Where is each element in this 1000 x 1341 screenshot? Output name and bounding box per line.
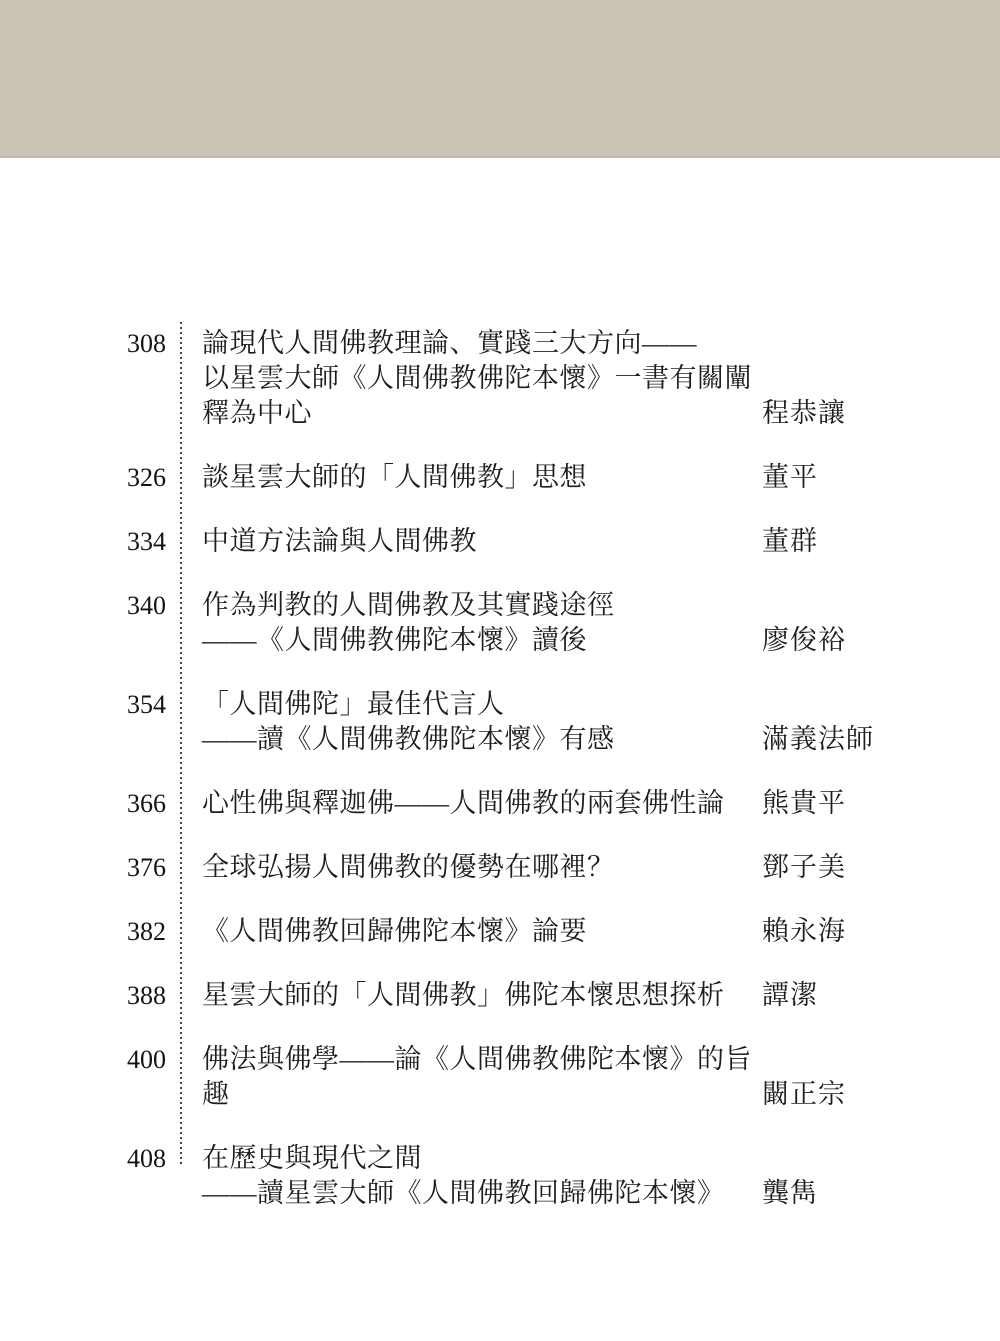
entry-title <box>202 914 762 949</box>
entry-author: 廖俊裕 <box>762 625 846 655</box>
entry-page-number: 354 <box>127 690 166 719</box>
entry-title-line: 談星雲大師的「人間佛教」思想 <box>202 462 587 492</box>
entry-author: 賴永海 <box>762 916 846 946</box>
toc-entry <box>0 326 1000 431</box>
entry-title <box>202 978 762 1013</box>
entry-page-number: 326 <box>127 463 166 492</box>
entry-author: 龔雋 <box>762 1178 818 1208</box>
entry-title <box>202 524 762 559</box>
entry-title-line: 星雲大師的「人間佛教」佛陀本懷思想探析 <box>202 980 725 1010</box>
entry-title-line: 《人間佛教回歸佛陀本懷》論要 <box>202 916 587 946</box>
entry-title-line: ——《人間佛教佛陀本懷》讀後 <box>202 625 587 655</box>
entry-title-line: 中道方法論與人間佛教 <box>202 526 477 556</box>
entry-page-number: 388 <box>127 981 166 1010</box>
toc-entry <box>0 850 1000 885</box>
toc-entry <box>0 1042 1000 1112</box>
entry-title-line: ——讀《人間佛教佛陀本懷》有感 <box>202 724 615 754</box>
entry-title <box>202 850 762 885</box>
entry-author: 譚潔 <box>762 980 818 1010</box>
entry-author: 董平 <box>762 462 818 492</box>
entry-title <box>202 1141 762 1211</box>
toc-entry <box>0 687 1000 757</box>
toc-entry <box>0 588 1000 658</box>
entry-title <box>202 588 762 658</box>
entry-title-line: 在歷史與現代之間 <box>202 1143 422 1173</box>
table-of-contents <box>0 326 1000 1240</box>
entry-title <box>202 1042 762 1112</box>
entry-title <box>202 786 762 821</box>
entry-author: 董群 <box>762 526 818 556</box>
entry-page-number: 382 <box>127 917 166 946</box>
header-band <box>0 0 1000 158</box>
entry-page-number: 366 <box>127 789 166 818</box>
entry-page-number: 340 <box>127 591 166 620</box>
entry-title-line: 作為判教的人間佛教及其實踐途徑 <box>202 590 615 620</box>
entry-title-line: 論現代人間佛教理論、實踐三大方向—— <box>202 328 697 358</box>
entry-page-number: 408 <box>127 1144 166 1173</box>
toc-entry <box>0 978 1000 1013</box>
toc-entry <box>0 1141 1000 1211</box>
entry-author: 闞正宗 <box>762 1079 846 1109</box>
toc-entry <box>0 460 1000 495</box>
entry-title <box>202 326 762 431</box>
toc-entry <box>0 786 1000 821</box>
entry-title-line: 「人間佛陀」最佳代言人 <box>202 689 505 719</box>
entry-title-line: 佛法與佛學——論《人間佛教佛陀本懷》的旨趣 <box>202 1044 752 1109</box>
entry-title-line: ——讀星雲大師《人間佛教回歸佛陀本懷》 <box>202 1178 725 1208</box>
entry-author: 熊貴平 <box>762 788 846 818</box>
entry-page-number: 400 <box>127 1045 166 1074</box>
entry-title <box>202 687 762 757</box>
toc-entry <box>0 914 1000 949</box>
entry-author: 滿義法師 <box>762 724 874 754</box>
entry-author: 鄧子美 <box>762 852 846 882</box>
entry-title-line: 心性佛與釋迦佛——人間佛教的兩套佛性論 <box>202 788 725 818</box>
entry-title-line: 以星雲大師《人間佛教佛陀本懷》一書有關闡釋為中心 <box>202 363 752 428</box>
entry-title-line: 全球弘揚人間佛教的優勢在哪裡？ <box>202 852 615 882</box>
entry-author: 程恭讓 <box>762 398 846 428</box>
entry-page-number: 376 <box>127 853 166 882</box>
entry-page-number: 308 <box>127 329 166 358</box>
entry-title <box>202 460 762 495</box>
entry-page-number: 334 <box>127 527 166 556</box>
toc-entry <box>0 524 1000 559</box>
